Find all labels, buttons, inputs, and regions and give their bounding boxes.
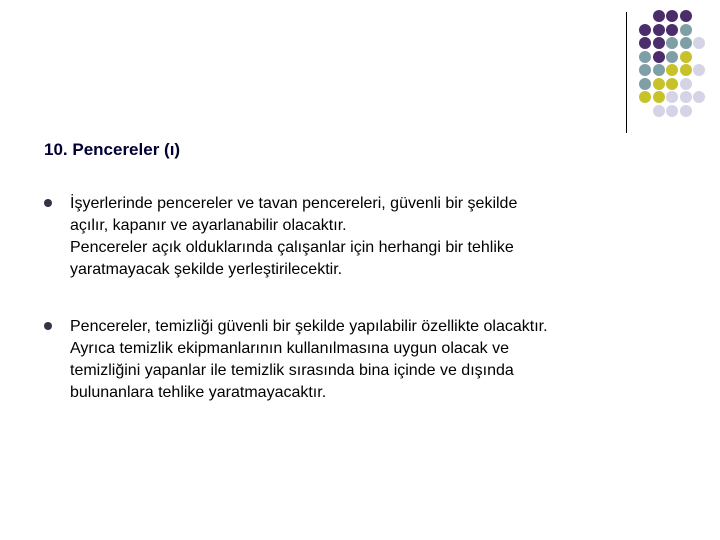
decorative-dot bbox=[666, 10, 678, 22]
decorative-dot bbox=[639, 64, 651, 76]
decorative-dot bbox=[680, 37, 692, 49]
decorative-dot bbox=[653, 64, 665, 76]
bullet-line: bulunanlara tehlike yaratmayacaktır. bbox=[70, 384, 327, 401]
decorative-dot bbox=[639, 91, 651, 103]
decorative-dot bbox=[666, 51, 678, 63]
decorative-dot bbox=[666, 24, 678, 36]
bullet-dot-icon bbox=[44, 322, 52, 330]
slide-title: 10. Pencereler (ı) bbox=[44, 140, 181, 159]
decorative-dot bbox=[680, 51, 692, 63]
decorative-dot-grid bbox=[639, 10, 719, 120]
decorative-dot bbox=[653, 24, 665, 36]
decorative-dot bbox=[639, 37, 651, 49]
bullet-line: Pencereler, temizliği güvenli bir şekilde yapılabilir özellikte olacaktır. bbox=[70, 318, 548, 335]
decorative-dot bbox=[653, 10, 665, 22]
bullet-line: İşyerlerinde pencereler ve tavan pencereleri, güvenli bir şekilde bbox=[70, 195, 518, 212]
decorative-dot bbox=[680, 91, 692, 103]
decorative-dot bbox=[680, 105, 692, 117]
decorative-dot bbox=[693, 91, 705, 103]
bullet-line: temizliğini yapanlar ile temizlik sırasında bina içinde ve dışında bbox=[70, 362, 514, 379]
decorative-dot bbox=[639, 78, 651, 90]
bullet-line: Pencereler açık olduklarında çalışanlar için herhangi bir tehlike bbox=[70, 239, 514, 256]
decorative-dot bbox=[653, 37, 665, 49]
bullet-dot-icon bbox=[44, 199, 52, 207]
bullet-text bbox=[70, 193, 517, 281]
decorative-dot bbox=[680, 64, 692, 76]
decorative-dot bbox=[666, 78, 678, 90]
decorative-dot bbox=[653, 91, 665, 103]
bullet-line: açılır, kapanır ve ayarlanabilir olacaktır. bbox=[70, 217, 347, 234]
decorative-dot bbox=[653, 51, 665, 63]
decorative-dot bbox=[653, 105, 665, 117]
decorative-dot bbox=[693, 64, 705, 76]
decorative-dot bbox=[680, 78, 692, 90]
bullet-line: Ayrıca temizlik ekipmanlarının kullanılmasına uygun olacak ve bbox=[70, 340, 510, 357]
bullet-line: yaratmayacak şekilde yerleştirilecektir. bbox=[70, 261, 343, 278]
decorative-dot bbox=[666, 105, 678, 117]
bullet-text bbox=[70, 316, 548, 404]
decorative-dot bbox=[680, 10, 692, 22]
decorative-dot bbox=[653, 78, 665, 90]
decorative-dot bbox=[680, 24, 692, 36]
decorative-vertical-line bbox=[626, 12, 627, 133]
decorative-dot bbox=[693, 37, 705, 49]
decorative-dot bbox=[666, 37, 678, 49]
decorative-dot bbox=[666, 64, 678, 76]
decorative-dot bbox=[639, 51, 651, 63]
decorative-dot bbox=[666, 91, 678, 103]
decorative-dot bbox=[639, 24, 651, 36]
